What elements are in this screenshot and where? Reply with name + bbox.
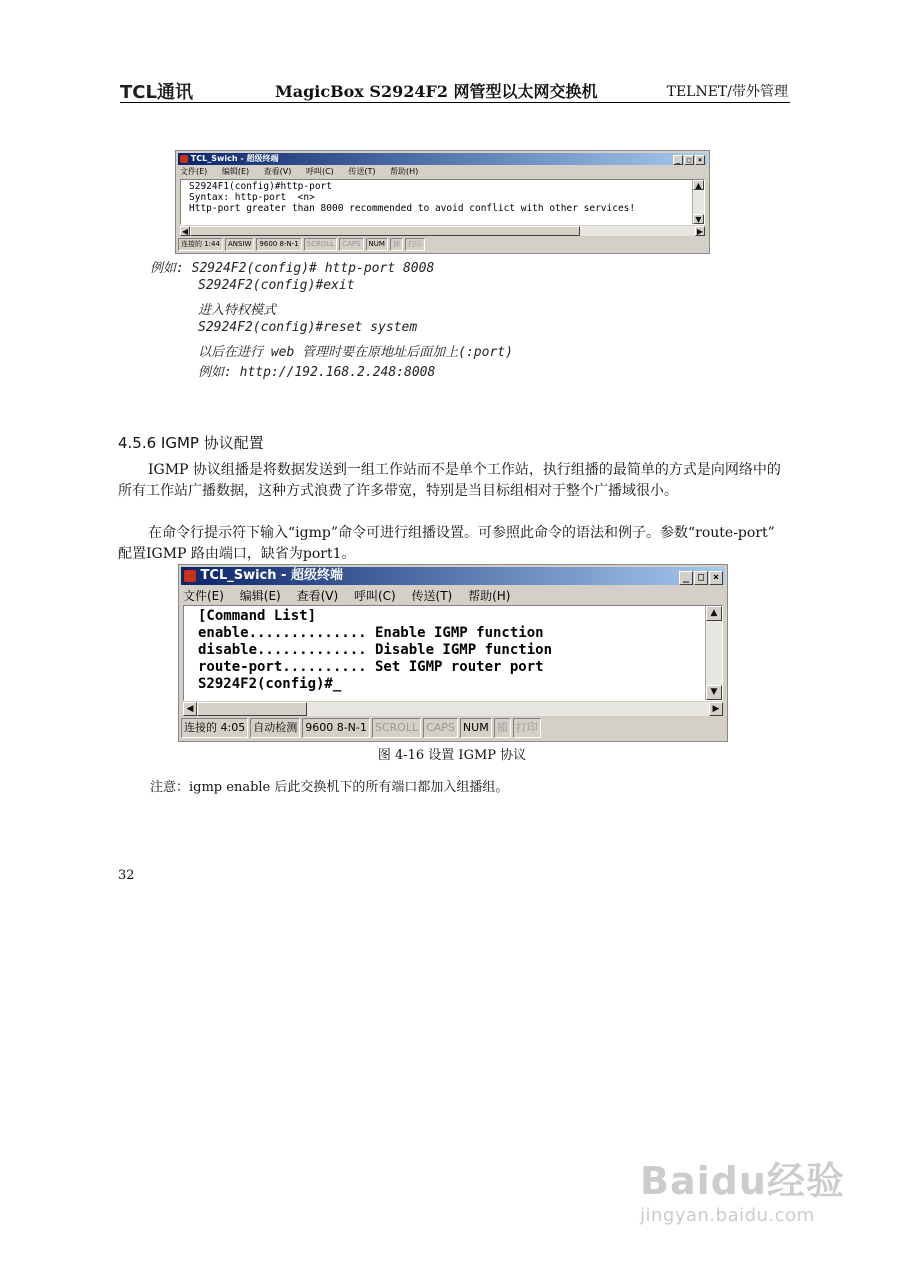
maximize-button[interactable]: □ (684, 155, 694, 165)
example-line: 以后在进行 web 管理时要在原地址后面加上(:port) (198, 345, 513, 360)
close-button[interactable]: × (709, 571, 723, 585)
example-line: S2924F2(config)#reset system (198, 320, 418, 335)
scroll-right-button[interactable]: ▶ (709, 702, 723, 716)
scroll-thumb[interactable] (190, 226, 580, 236)
status-emulation: ANSIW (225, 238, 254, 251)
menu-view[interactable]: 查看(V) (263, 167, 292, 176)
window-title: TCL_Swich - 超级终端 (190, 154, 279, 163)
note-text: 注意：igmp enable 后此交换机下的所有端口都加入组播组。 (150, 780, 509, 795)
status-scroll: SCROLL (372, 718, 421, 738)
example-line: 例如: http://192.168.2.248:8008 (198, 365, 436, 380)
terminal-line: S2924F1(config)#http-port (189, 181, 332, 192)
scroll-up-button[interactable]: ▲ (693, 180, 704, 190)
menu-help[interactable]: 帮助(H) (390, 167, 419, 176)
terminal-line: S2924F2(config)#_ (198, 676, 342, 692)
status-capture: 捕 (494, 718, 511, 738)
example-line: S2924F2(config)#exit (198, 278, 355, 293)
status-caps: CAPS (423, 718, 458, 738)
terminal-line: Syntax: http-port <n> (189, 192, 315, 203)
vertical-scrollbar[interactable] (705, 606, 722, 700)
window-titlebar (181, 567, 725, 585)
app-icon (180, 155, 188, 163)
horizontal-scrollbar[interactable] (183, 702, 723, 716)
terminal-window-1 (175, 150, 710, 254)
terminal-line: Http-port greater than 8000 recommended to avoid conflict with other services! (189, 203, 636, 214)
window-title: TCL_Swich - 超级终端 (200, 568, 343, 583)
vertical-scrollbar[interactable] (692, 180, 704, 224)
watermark-url: jingyan.baidu.com (640, 1205, 815, 1226)
terminal-line: disable............. Disable IGMP function (198, 642, 553, 658)
scroll-down-button[interactable]: ▼ (706, 685, 722, 700)
scroll-right-button[interactable]: ▶ (696, 227, 704, 236)
example-line: 例如: S2924F2(config)# http-port 8008 (150, 261, 435, 276)
page-header (120, 72, 790, 103)
status-capture: 捕 (390, 238, 403, 251)
app-icon (184, 570, 196, 582)
menu-edit[interactable]: 编辑(E) (239, 589, 281, 603)
status-bar (181, 718, 725, 738)
status-num: NUM (460, 718, 492, 738)
figure-caption: 图 4-16 设置 IGMP 协议 (377, 748, 527, 763)
maximize-button[interactable]: □ (694, 571, 708, 585)
paragraph: 在命令行提示符下输入“igmp”命令可进行组播设置。可参照此命令的语法和例子。参数“route-port” 配置IGMP 路由端口，缺省为port1。 (118, 525, 775, 562)
paragraph: IGMP 协议组播是将数据发送到一组工作站而不是单个工作站，执行组播的最简单的方式是向网络中的所有工作站广播数据，这种方式浪费了许多带宽，特别是当目标组相对于整个广播域很小。 (118, 462, 781, 499)
status-caps: CAPS (339, 238, 363, 251)
menu-transfer[interactable]: 传送(T) (411, 589, 453, 603)
status-baud: 9600 8-N-1 (256, 238, 301, 251)
window-titlebar (178, 153, 707, 165)
horizontal-scrollbar[interactable] (180, 226, 705, 236)
scroll-thumb[interactable] (197, 702, 307, 716)
menu-call[interactable]: 呼叫(C) (305, 167, 334, 176)
minimize-button[interactable]: _ (679, 571, 693, 585)
scroll-up-button[interactable]: ▲ (706, 606, 722, 621)
status-print: 打印 (513, 718, 541, 738)
status-num: NUM (366, 238, 388, 251)
section-title: 4.5.6 IGMP 协议配置 (118, 434, 264, 452)
scroll-down-button[interactable]: ▼ (693, 214, 704, 224)
header-section: TELNET/带外管理 (666, 84, 788, 100)
terminal-window-2 (178, 564, 728, 742)
minimize-button[interactable]: _ (673, 155, 683, 165)
status-baud: 9600 8-N-1 (302, 718, 370, 738)
tcl-logo: TCL通讯 (120, 82, 193, 103)
page-number: 32 (118, 868, 135, 883)
menu-help[interactable]: 帮助(H) (468, 589, 511, 603)
status-scroll: SCROLL (304, 238, 338, 251)
terminal-output[interactable] (180, 179, 705, 225)
status-emulation: 自动检测 (250, 718, 300, 738)
menu-bar (183, 587, 522, 604)
scroll-left-button[interactable]: ◀ (183, 702, 197, 716)
terminal-line: enable.............. Enable IGMP function (198, 625, 544, 641)
menu-view[interactable]: 查看(V) (296, 589, 339, 603)
menu-file[interactable]: 文件(E) (180, 167, 208, 176)
watermark-brand: Baidu经验 (640, 1159, 845, 1203)
status-bar (178, 238, 707, 251)
menu-transfer[interactable]: 传送(T) (348, 167, 376, 176)
scroll-left-button[interactable]: ◀ (181, 227, 189, 236)
status-connected: 连接的 4:05 (181, 718, 248, 738)
terminal-output[interactable] (183, 605, 723, 701)
terminal-line: route-port.......... Set IGMP router port (198, 659, 544, 675)
terminal-line: [Command List] (198, 608, 317, 624)
close-button[interactable]: × (695, 155, 705, 165)
menu-edit[interactable]: 编辑(E) (221, 167, 250, 176)
menu-bar (180, 166, 430, 177)
header-title: MagicBox S2924F2 网管型以太网交换机 (275, 82, 598, 101)
status-print: 打印 (405, 238, 425, 251)
example-line: 进入特权模式 (198, 303, 277, 318)
menu-file[interactable]: 文件(E) (183, 589, 224, 603)
menu-call[interactable]: 呼叫(C) (353, 589, 396, 603)
baidu-watermark (640, 1150, 845, 1226)
status-connected: 连接的 1:44 (178, 238, 223, 251)
